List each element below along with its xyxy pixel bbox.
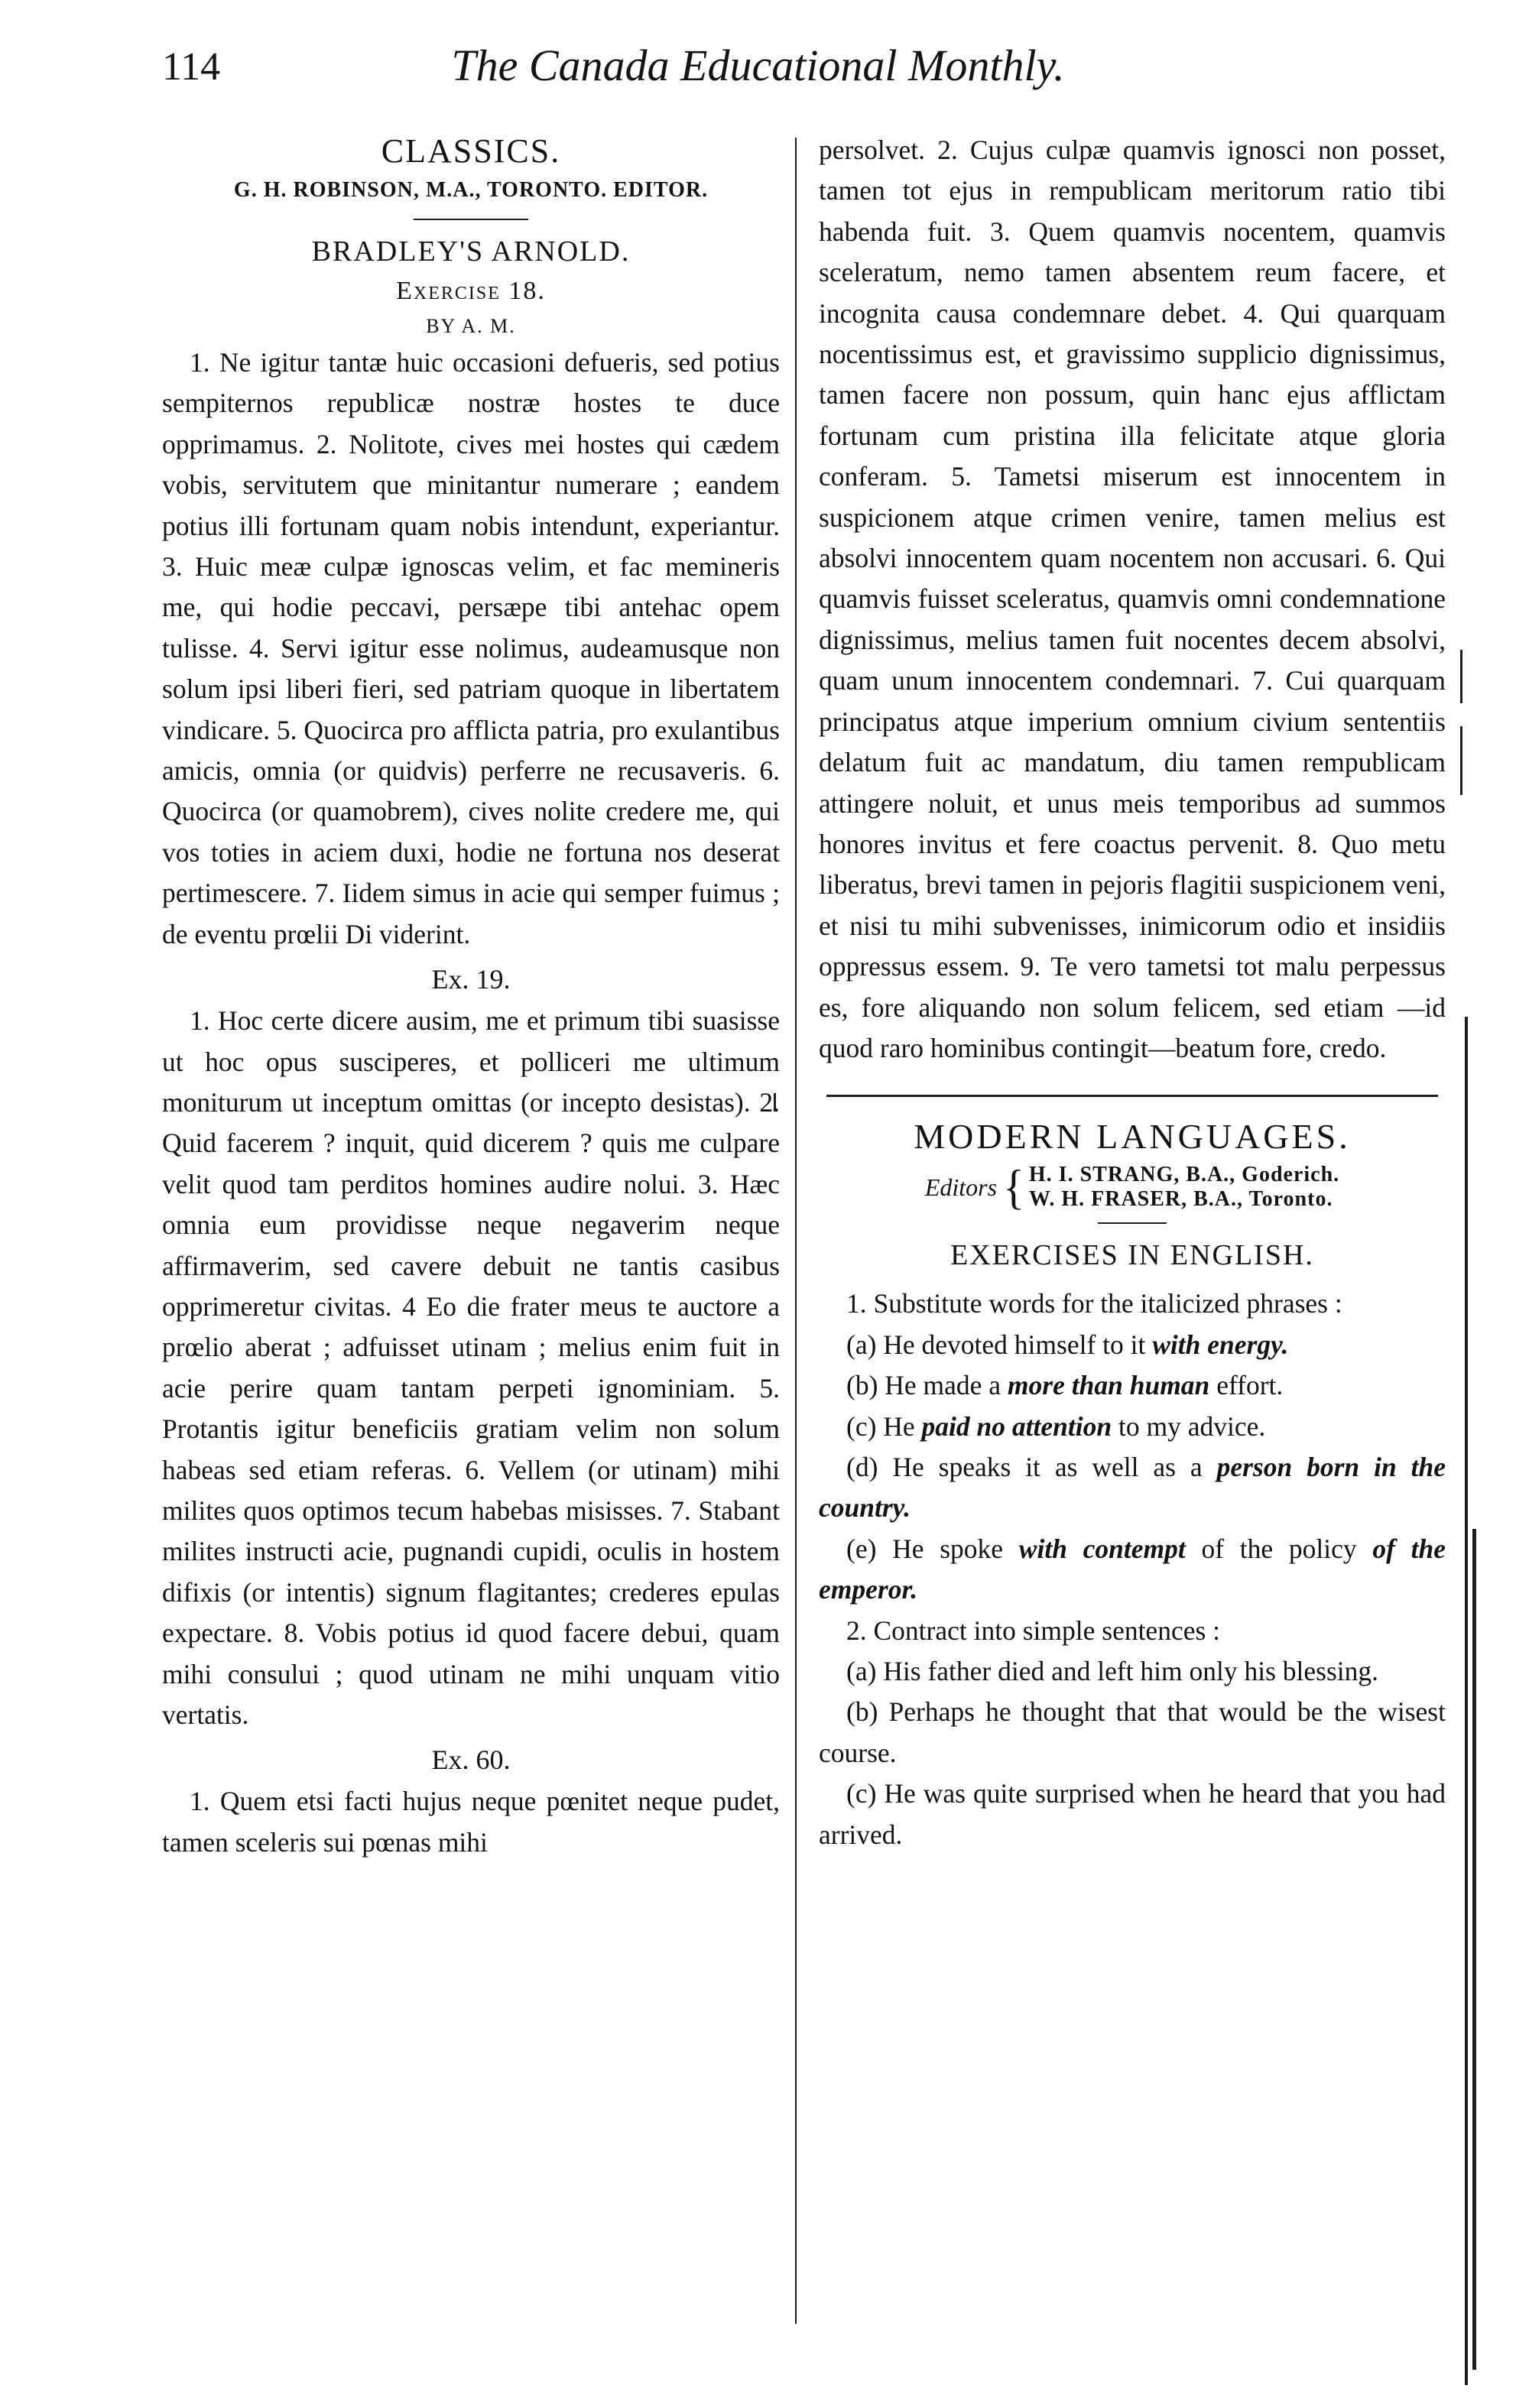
question-intro: 2. Contract into simple sentences : <box>846 1615 1221 1646</box>
page-header <box>0 0 1516 115</box>
sub-heading: EXERCISES IN ENGLISH. <box>950 1239 1314 1272</box>
divider <box>1098 1222 1167 1224</box>
section-divider <box>826 1095 1438 1097</box>
margin-mark <box>1472 1529 1476 2370</box>
section-heading-modern-languages: MODERN LANGUAGES. <box>914 1117 1351 1157</box>
running-head: The Canada Educational Monthly. <box>451 41 1065 90</box>
author-line: BY A. M. <box>426 315 516 337</box>
paragraph: persolvet. 2. Cujus culpæ quamvis ignosci non posset, tamen tot ejus in rempublicam meritorum ratio tibi habenda fuit. 3. Quem quamvis nocentem, quamvis sceleratum, nemo tamen absentem reum facere, et incognita causa condemnare debet. 4. Qui quarquam nocentissimus est, et gravissimo supplicio dignissimus, tamen facere non possum, quin hanc ejus afflictam fortunam cum pristina illa felicitate atque gloria conferam. 5. Tametsi miserum est innocentem in suspicionem atque crimen venire, tamen melius est absolvi innocentem quam nocentem non accusari. 6. Qui quamvis fuisset sceleratus, quamvis omni condemnatione dignissimus, melius tamen fuit nocentes decem absolvi, quam unum innocentem condemnari. 7. Cui quarquam principatus atque imperium omnium civium sententiis delatum fuit ac mandatum, diu tamen rempublicam attingere noluit, et unus meis temporibus ad summos honores invitus et fere coactus pervenit. 8. Quo metu liberatus, brevi tamen in pejoris flagitii suspicionem veni, et nisi tu mihi subvenisses, inimicorum odio et insidiis oppressus essem. 9. Te vero tametsi tot malu perpessus es, fore aliquando non solum felicem, sed etiam —id quod raro hominibus contingit—beatum fore, credo. <box>819 135 1446 1063</box>
brace: { <box>1003 1160 1024 1215</box>
paragraph: 1. Quem etsi facti hujus neque pœnitet neque pudet, tamen sceleris sui pœnas mihi <box>162 1786 780 1858</box>
left-column <box>162 130 780 1863</box>
editors-block <box>819 1160 1446 1215</box>
exercise-title: Exercise 18. <box>396 277 546 305</box>
question-intro: 1. Substitute words for the italicized phrases : <box>846 1288 1342 1319</box>
section-heading-classics: CLASSICS. <box>381 132 561 170</box>
paragraph: 1. Ne igitur tantæ huic occasioni defueris, sed potius sempiternos republicæ nostræ hostes te duce opprimamus. 2. Nolitote, cives mei hostes qui cædem vobis, servitutem que minitantur numerare ; eandem potius illi fortunam quam nobis intendunt, experiantur. 3. Huic meæ culpæ ignoscas velim, et fac memineris me, qui hodie peccavi, persæpe tibi antehac opem tulisse. 4. Servi igitur esse nolimus, audeamusque non solum ipsi liberi fieri, sed patriam quoque in libertatem vindicare. 5. Quocirca pro afflicta patria, pro exulantibus amicis, omnia (or quidvis) perferre ne recusaveris. 6. Quocirca (or quamobrem), cives nolite credere me, qui vos toties in aciem duxi, hodie ne fortuna nos deserat pertimescere. 7. Iidem simus in acie qui semper fuimus ; de eventu prœlii Di viderint. <box>162 347 780 949</box>
editor-1: H. I. STRANG, B.A., Goderich. <box>1028 1163 1340 1187</box>
list-item: (b) Perhaps he thought that that would be the wisest course. <box>819 1696 1446 1768</box>
margin-mark <box>1465 1017 1468 2385</box>
list-item: (d) He speaks it as well as a person born in the country. <box>819 1451 1446 1524</box>
column-divider <box>795 138 797 2324</box>
list-item: (e) He spoke with contempt of the policy of the emperor. <box>819 1533 1446 1605</box>
editor-2: W. H. FRASER, B.A., Toronto. <box>1028 1187 1333 1212</box>
list-item: (a) His father died and left him only his blessing. <box>846 1656 1379 1686</box>
page-number: 114 <box>162 45 221 89</box>
divider <box>414 219 528 220</box>
exercise-title: Ex. 19. <box>431 964 511 995</box>
exercise-title: Ex. 60. <box>431 1744 511 1776</box>
margin-mark <box>1460 726 1462 795</box>
exercise-list <box>819 1284 1446 1855</box>
right-column <box>819 130 1446 1855</box>
paragraph: 1. Hoc certe dicere ausim, me et primum tibi suasisse ut hoc opus susciperes, et polliceri me ultimum moniturum ut inceptum omittas (or incepto desistas). 2. Quid facerem ? inquit, quid dicerem ? quis me culpare velit quod tam perditos homines audire nolui. 3. Hæc omnia eum providisse neque negaverim neque affirmaverim, sed cavere debuit ne tantis casibus opprimeretur civitas. 4 Eo die frater meus te auctore a prœlio aberat ; adfuisset utinam ; melius enim fuit in acie perire quam tantam perpeti ignominiam. 5. Protantis igitur beneficiis gratiam velim non solum habeas sed etiam referas. 6. Vellem (or utinam) mihi milites quos optimos tecum habebas misisses. 7. Stabant milites instructi acie, pugnandi cupidi, oculis in hostem difixis (or intentis) signum flagitantes; crederes epulas expectare. 8. Vobis potius id quod facere debui, quam mihi consului ; quod utinam ne mihi unquam vitio vertatis. <box>162 1005 780 1730</box>
list-item: (c) He paid no attention to my advice. <box>846 1410 1266 1442</box>
list-item: (a) He devoted himself to it with energy. <box>846 1329 1289 1360</box>
list-item: (c) He was quite surprised when he heard that you had arrived. <box>819 1778 1446 1850</box>
editors-label: Editors <box>924 1173 998 1201</box>
margin-mark <box>1460 650 1462 703</box>
editor-names <box>1029 1163 1339 1212</box>
editor-line: G. H. ROBINSON, M.A., TORONTO. EDITOR. <box>233 178 709 202</box>
sub-heading: BRADLEY'S ARNOLD. <box>311 235 631 268</box>
list-item: (b) He made a more than human effort. <box>846 1370 1284 1401</box>
